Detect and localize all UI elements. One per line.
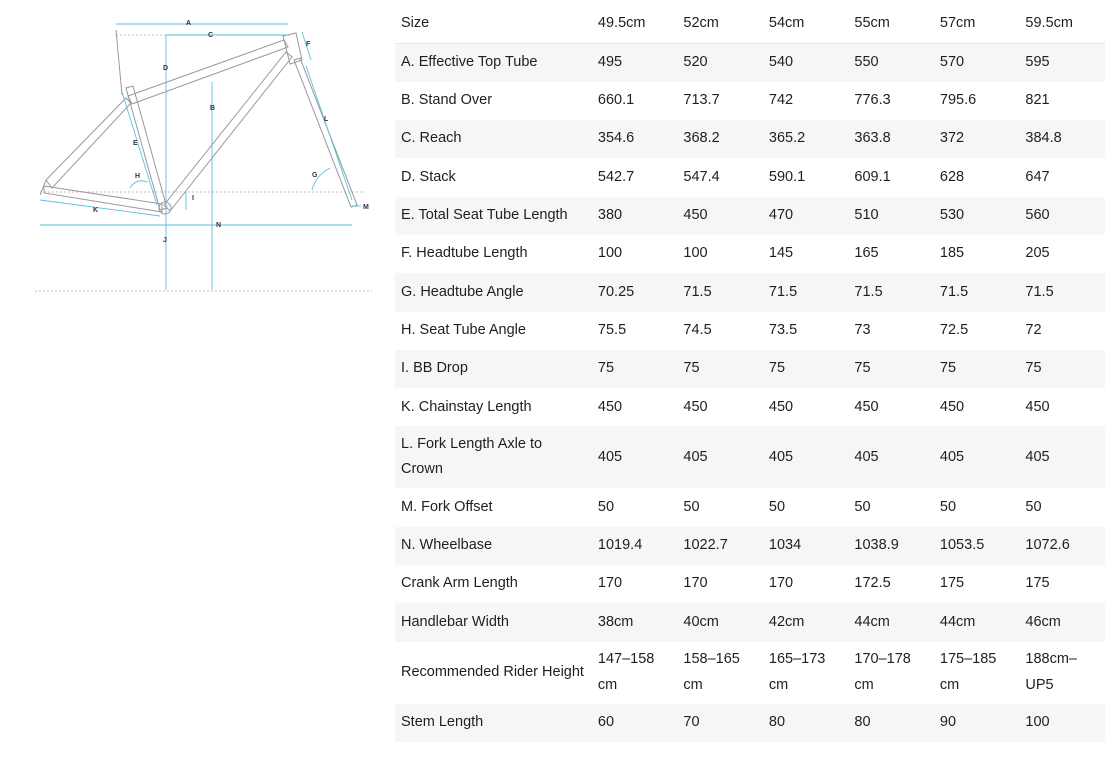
cell-value: 470 [768, 207, 794, 224]
label-n: N [216, 222, 222, 229]
cell-value: 75 [768, 360, 786, 377]
table-row [395, 158, 1105, 196]
cell-value: 188cm–UP5 [1025, 651, 1077, 693]
label-m: M [363, 204, 369, 211]
cell-value: 205 [1025, 245, 1050, 262]
cell-value: 50 [854, 498, 871, 515]
cell-value: 38cm [597, 613, 634, 630]
cell-value: 100 [597, 245, 623, 262]
cell-value: 380 [597, 207, 623, 224]
cell-value: 147–158 cm [597, 651, 655, 693]
cell-value: 71.5 [1025, 283, 1054, 300]
label-b: B [210, 105, 216, 112]
cell-value: 165 [854, 245, 879, 262]
cell-value: 520 [683, 54, 708, 71]
cell-value: 547.4 [683, 168, 720, 185]
cell-value: 450 [768, 398, 794, 415]
cell-value: 70 [683, 714, 700, 731]
cell-value: 1022.7 [683, 537, 728, 554]
cell-value: 354.6 [597, 130, 635, 147]
cell-value: 71.5 [683, 283, 712, 300]
cell-value: 1034 [768, 537, 802, 554]
table-row [395, 488, 1105, 526]
table-row [395, 565, 1105, 603]
cell-value: 72 [1025, 321, 1042, 338]
row-label: Crank Arm Length [401, 575, 518, 592]
cell-value: 450 [939, 398, 965, 415]
cell-value: 405 [597, 448, 623, 465]
label-j: J [163, 237, 167, 244]
cell-value: 75 [854, 360, 871, 377]
cell-value: 70.25 [597, 283, 635, 300]
label-c: C [208, 32, 214, 39]
row-label: L. Fork Length Axle to Crown [401, 435, 543, 478]
cell-value: 742 [768, 92, 794, 109]
header-size: 57cm [934, 5, 1020, 44]
cell-value: 609.1 [854, 168, 891, 185]
cell-value: 44cm [854, 613, 890, 630]
cell-value: 170 [597, 575, 623, 592]
cell-value: 170 [683, 575, 708, 592]
geometry-table [395, 5, 1105, 742]
label-a: A [186, 20, 192, 27]
header-label: Size [395, 5, 592, 44]
table-row [395, 603, 1105, 641]
cell-value: 40cm [683, 613, 719, 630]
table-row [395, 82, 1105, 120]
cell-value: 50 [939, 498, 957, 515]
table-row [395, 527, 1105, 565]
table-row [395, 388, 1105, 426]
table-row [395, 426, 1105, 488]
label-l: L [324, 116, 329, 123]
row-label: E. Total Seat Tube Length [401, 207, 568, 224]
cell-value: 510 [854, 207, 879, 224]
cell-value: 80 [854, 714, 871, 731]
cell-value: 363.8 [854, 130, 891, 147]
cell-value: 713.7 [683, 92, 720, 109]
row-label: A. Effective Top Tube [401, 54, 538, 71]
cell-value: 450 [854, 398, 879, 415]
cell-value: 542.7 [597, 168, 635, 185]
dimension-lines [40, 24, 361, 290]
cell-value: 50 [597, 498, 615, 515]
cell-value: 450 [683, 398, 708, 415]
cell-value: 100 [1025, 714, 1050, 731]
table-row [395, 312, 1105, 350]
cell-value: 175–185 cm [939, 651, 997, 693]
cell-value: 660.1 [597, 92, 635, 109]
label-i: I [192, 195, 194, 202]
cell-value: 170–178 cm [854, 651, 911, 693]
cell-value: 405 [939, 448, 965, 465]
cell-value: 590.1 [768, 168, 806, 185]
table-row [395, 197, 1105, 235]
cell-value: 170 [768, 575, 794, 592]
label-d: D [163, 65, 169, 72]
table-header-row [395, 5, 1105, 44]
label-g: G [312, 172, 318, 179]
row-label: Recommended Rider Height [401, 663, 584, 680]
cell-value: 570 [939, 54, 965, 71]
row-label: D. Stack [401, 168, 456, 185]
cell-value: 175 [939, 575, 965, 592]
row-label: K. Chainstay Length [401, 398, 532, 415]
cell-value: 80 [768, 714, 786, 731]
header-size: 54cm [763, 5, 849, 44]
row-label: H. Seat Tube Angle [401, 321, 526, 338]
cell-value: 185 [939, 245, 965, 262]
cell-value: 372 [939, 130, 965, 147]
cell-value: 1019.4 [597, 537, 643, 554]
header-size: 52cm [677, 5, 763, 44]
cell-value: 72.5 [939, 321, 969, 338]
cell-value: 595 [1025, 54, 1050, 71]
frame-geometry-diagram [0, 0, 380, 300]
cell-value: 158–165 cm [683, 651, 740, 693]
cell-value: 50 [1025, 498, 1042, 515]
cell-value: 71.5 [768, 283, 798, 300]
cell-value: 365.2 [768, 130, 806, 147]
cell-value: 450 [1025, 398, 1050, 415]
header-size: 55cm [848, 5, 934, 44]
cell-value: 368.2 [683, 130, 720, 147]
row-label: B. Stand Over [401, 92, 493, 109]
cell-value: 42cm [768, 613, 805, 630]
cell-value: 90 [939, 714, 957, 731]
cell-value: 73.5 [768, 321, 798, 338]
cell-value: 75 [939, 360, 957, 377]
cell-value: 795.6 [939, 92, 977, 109]
cell-value: 540 [768, 54, 794, 71]
row-label: Stem Length [401, 714, 484, 731]
table-row [395, 44, 1105, 82]
cell-value: 100 [683, 245, 708, 262]
cell-value: 75 [1025, 360, 1042, 377]
table-row [395, 350, 1105, 388]
cell-value: 405 [854, 448, 879, 465]
table-row [395, 273, 1105, 311]
cell-value: 384.8 [1025, 130, 1062, 147]
row-label: I. BB Drop [401, 360, 468, 377]
cell-value: 405 [1025, 448, 1050, 465]
header-size: 49.5cm [592, 5, 678, 44]
row-label: F. Headtube Length [401, 245, 528, 262]
table-row [395, 120, 1105, 158]
cell-value: 60 [597, 714, 615, 731]
row-label: Handlebar Width [401, 613, 509, 630]
cell-value: 50 [683, 498, 700, 515]
cell-value: 46cm [1025, 613, 1061, 630]
cell-value: 405 [768, 448, 794, 465]
cell-value: 75.5 [597, 321, 627, 338]
cell-value: 530 [939, 207, 965, 224]
label-f: F [306, 41, 311, 48]
cell-value: 75 [597, 360, 615, 377]
table-row [395, 235, 1105, 273]
cell-value: 560 [1025, 207, 1050, 224]
cell-value: 50 [768, 498, 786, 515]
cell-value: 405 [683, 448, 708, 465]
cell-value: 495 [597, 54, 623, 71]
cell-value: 75 [683, 360, 700, 377]
cell-value: 172.5 [854, 575, 891, 592]
label-h: H [135, 173, 141, 180]
cell-value: 1038.9 [854, 537, 899, 554]
row-label: N. Wheelbase [401, 537, 493, 554]
cell-value: 821 [1025, 92, 1050, 109]
cell-value: 74.5 [683, 321, 712, 338]
cell-value: 776.3 [854, 92, 891, 109]
cell-value: 1072.6 [1025, 537, 1070, 554]
cell-value: 165–173 cm [768, 651, 826, 693]
cell-value: 44cm [939, 613, 976, 630]
cell-value: 73 [854, 321, 871, 338]
header-size: 59.5cm [1019, 5, 1105, 44]
row-label: C. Reach [401, 130, 462, 147]
row-label: G. Headtube Angle [401, 283, 524, 300]
cell-value: 1053.5 [939, 537, 985, 554]
cell-value: 550 [854, 54, 879, 71]
table-row [395, 704, 1105, 742]
cell-value: 71.5 [939, 283, 969, 300]
cell-value: 145 [768, 245, 794, 262]
cell-value: 450 [597, 398, 623, 415]
bike-frame [40, 30, 357, 214]
label-k: K [93, 207, 99, 214]
row-label: M. Fork Offset [401, 498, 493, 515]
cell-value: 71.5 [854, 283, 883, 300]
cell-value: 628 [939, 168, 965, 185]
cell-value: 647 [1025, 168, 1050, 185]
label-e: E [133, 140, 138, 147]
cell-value: 450 [683, 207, 708, 224]
cell-value: 175 [1025, 575, 1050, 592]
table-row [395, 642, 1105, 704]
